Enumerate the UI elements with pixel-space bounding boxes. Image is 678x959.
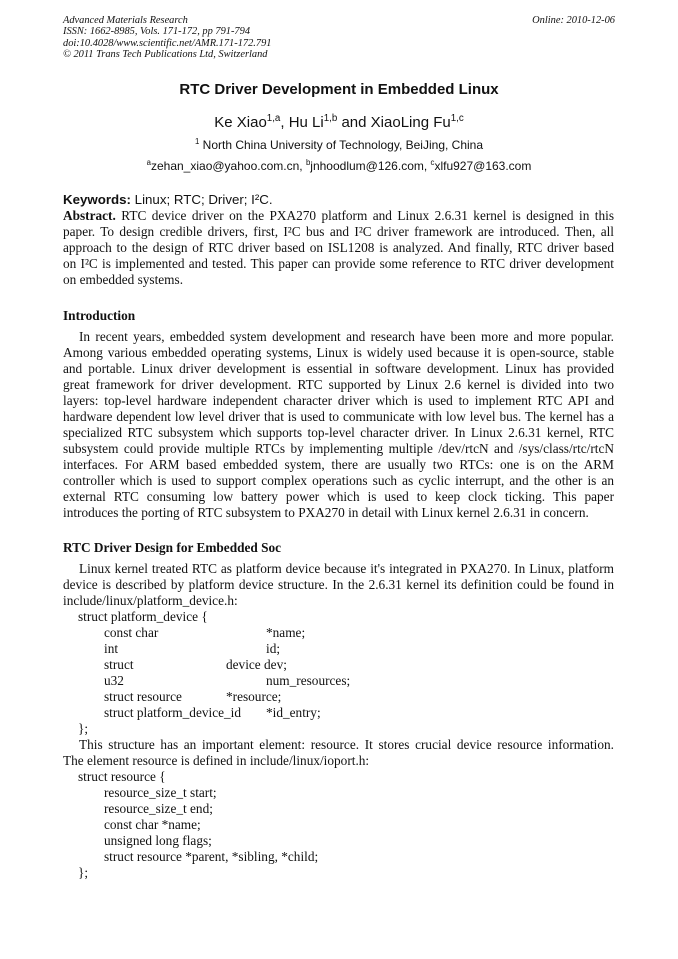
code-line — [63, 817, 614, 833]
email: jnhoodlum@126.com, — [310, 159, 431, 173]
email-sup: c — [430, 158, 435, 167]
text-line: The element resource is defined in include/linux/ioport.h: — [63, 753, 370, 768]
heading-introduction: Introduction — [63, 308, 136, 323]
text-line: and portable. Linux driver development is essential in software development. Linux has provided — [63, 361, 614, 376]
code-token: id; — [266, 641, 281, 656]
abstract — [63, 208, 614, 288]
code-line — [63, 721, 614, 737]
code-line — [63, 689, 614, 705]
code-line — [63, 609, 614, 625]
author-sup: 1,b — [323, 113, 338, 124]
code-token: struct resource { — [78, 769, 166, 784]
author-sup: 1,a — [266, 113, 281, 124]
code-token: *id_entry; — [266, 705, 321, 720]
doi: doi:10.4028/www.scientific.net/AMR.171-172.791 — [63, 37, 272, 49]
code-line — [63, 865, 614, 881]
email-sup: a — [146, 158, 151, 167]
issn: ISSN: 1662-8985, Vols. 171-172, pp 791-794 — [63, 26, 251, 38]
text-line: Linux kernel treated RTC as platform device because it's integrated in PXA270. In Linux, platform — [79, 561, 614, 576]
text-line: subsystem could provide multiple RTCs by implementing multiple /dev/rtcN and /sys/class/rtc/rtcN — [63, 441, 614, 456]
text-line: Among various embedded operating systems, Linux is widely used because it is open-source, stable — [63, 345, 614, 360]
code-token: struct platform_device_id — [104, 705, 241, 720]
abstract-label: Abstract. — [63, 208, 116, 223]
text-line: introduces the porting of RTC subsystem to PXA270 in detail with Linux kernel 2.6.31 in concern. — [63, 505, 589, 520]
code-token: resource_size_t start; — [104, 785, 217, 800]
code-token: device dev; — [226, 657, 287, 672]
code-resource — [63, 769, 614, 881]
heading-rtc-driver-design: RTC Driver Design for Embedded Soc — [63, 540, 282, 555]
code-token: resource_size_t end; — [104, 801, 213, 816]
section2-paragraph-2 — [63, 737, 614, 769]
text-line: hardware dependent low level driver that is used to communicate with low level bus. The kernel has a — [63, 409, 614, 424]
code-line — [63, 801, 614, 817]
keywords — [63, 192, 614, 208]
text-line: include/linux/platform_device.h: — [63, 593, 238, 608]
authors — [0, 114, 678, 131]
introduction-paragraph — [63, 329, 614, 521]
abstract-text: on I²C is implemented and tested. This paper can provide some reference to RTC driver development — [63, 256, 614, 271]
abstract-text: RTC device driver on the PXA270 platform and Linux 2.6.31 kernel is designed in this — [115, 208, 614, 223]
author-name: XiaoLing Fu — [370, 114, 451, 131]
text-line: controller which is used to support complex operations such as cyclic interrupt, and the other is an — [63, 473, 614, 488]
code-line — [63, 705, 614, 721]
code-token: *name; — [266, 625, 306, 640]
author-name: Hu Li — [288, 114, 324, 131]
author-name: Ke Xiao — [214, 114, 267, 131]
code-token: num_resources; — [266, 673, 351, 688]
online-date: Online: 2010-12-06 — [532, 15, 615, 26]
code-line — [63, 769, 614, 785]
author-separator: and — [337, 114, 371, 131]
text-line: specialized RTC subsystem which supports top-level character driver. In Linux 2.6.31 kernel, RTC — [63, 425, 614, 440]
journal-header — [63, 15, 271, 60]
code-token: struct resource *parent, *sibling, *child; — [104, 849, 319, 864]
text-line: layers: top-level hardware independent character driver which is used to implement RTC API and — [63, 393, 614, 408]
copyright: © 2011 Trans Tech Publications Ltd, Switzerland — [63, 48, 268, 60]
author-separator: , — [280, 114, 289, 131]
emails — [0, 159, 678, 173]
code-token: }; — [78, 721, 89, 736]
code-line — [63, 785, 614, 801]
abstract-text: paper. To design credible drivers, first, I²C bus and I²C driver framework are introduced. Then, all — [63, 224, 614, 239]
text-line — [63, 208, 614, 224]
code-token: unsigned long flags; — [104, 833, 212, 848]
code-line — [63, 849, 614, 865]
code-token: }; — [78, 865, 89, 880]
affiliation — [0, 138, 678, 152]
journal-name: Advanced Materials Research — [63, 15, 188, 26]
text-line — [63, 256, 614, 272]
code-token: int — [104, 641, 119, 656]
text-line: great framework for driver development. RTC supported by Linux 2.6 kernel is divided into two — [63, 377, 614, 392]
text-line: This structure has an important element: resource. It stores crucial device resource information. — [79, 737, 614, 752]
affiliation-sup: 1 — [194, 137, 200, 146]
text-line — [63, 240, 614, 256]
email: xlfu927@163.com — [434, 159, 532, 173]
code-line — [63, 625, 614, 641]
author-sup: 1,c — [450, 113, 464, 124]
text-line: device is described by platform device structure. In the 2.6.31 kernel its definition could be found in — [63, 577, 614, 592]
affiliation-text: North China University of Technology, BeiJing, China — [199, 138, 484, 152]
text-line: In recent years, embedded system development and research have been more and more popular. — [79, 329, 614, 344]
paper-title: RTC Driver Development in Embedded Linux — [179, 81, 499, 98]
code-token: *resource; — [226, 689, 282, 704]
code-token: const char *name; — [104, 817, 201, 832]
email-sup: b — [305, 158, 311, 167]
code-token: u32 — [104, 673, 124, 688]
code-line — [63, 673, 614, 689]
text-line — [63, 272, 614, 288]
code-token: struct — [104, 657, 134, 672]
text-line — [63, 224, 614, 240]
email: zehan_xiao@yahoo.com.cn, — [150, 159, 306, 173]
code-line — [63, 641, 614, 657]
text-line: interfaces. For ARM based embedded system, there are usually two RTCs: one is on the ARM — [63, 457, 614, 472]
text-line: external RTC consuming low battery power which is used to keep clock ticking. This paper — [63, 489, 614, 504]
code-line — [63, 657, 614, 673]
code-platform-device — [63, 609, 614, 737]
code-line — [63, 833, 614, 849]
keywords-label: Keywords: — [63, 192, 131, 207]
code-token: const char — [104, 625, 159, 640]
abstract-text: on embedded systems. — [63, 272, 184, 287]
code-token: struct resource — [104, 689, 182, 704]
keywords-text: Linux; RTC; Driver; I²C. — [130, 192, 273, 207]
section2-paragraph-1 — [63, 561, 614, 609]
abstract-text: approach to the design of RTC driver based on ISL1208 is analyzed. And finally, RTC driver based — [63, 240, 614, 255]
code-token: struct platform_device { — [78, 609, 208, 624]
